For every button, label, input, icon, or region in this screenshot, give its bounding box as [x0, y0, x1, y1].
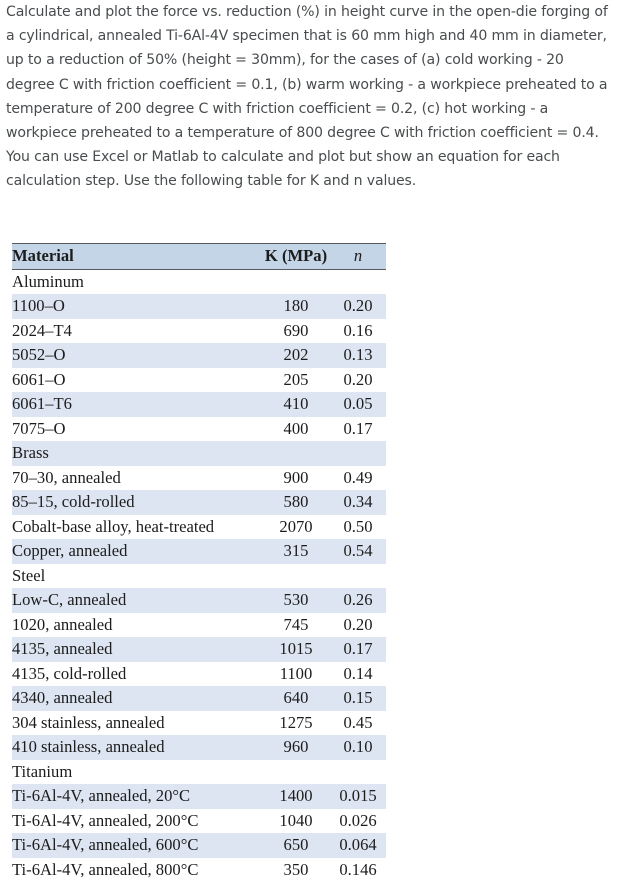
k-value: 1275 [262, 711, 330, 736]
material-name: 5052–O [12, 343, 262, 368]
group-label: Titanium [12, 760, 262, 785]
material-name: 2024–T4 [12, 319, 262, 344]
table-row [12, 711, 386, 736]
n-value: 0.015 [330, 784, 386, 809]
table-row [12, 490, 386, 515]
material-properties-table [12, 243, 386, 882]
table-row [12, 368, 386, 393]
material-name: Cobalt-base alloy, heat-treated [12, 515, 262, 540]
table-row [12, 809, 386, 834]
n-value: 0.54 [330, 539, 386, 564]
n-value: 0.50 [330, 515, 386, 540]
material-name: 410 stainless, annealed [12, 735, 262, 760]
table-row [12, 588, 386, 613]
k-value: 205 [262, 368, 330, 393]
table-row [12, 466, 386, 491]
k-value [262, 269, 330, 294]
group-label: Steel [12, 564, 262, 589]
k-value: 960 [262, 735, 330, 760]
material-name: 6061–O [12, 368, 262, 393]
material-name: 70–30, annealed [12, 466, 262, 491]
n-value: 0.20 [330, 613, 386, 638]
k-value: 350 [262, 858, 330, 882]
material-name: Low-C, annealed [12, 588, 262, 613]
table-row [12, 662, 386, 687]
n-value: 0.13 [330, 343, 386, 368]
n-value: 0.10 [330, 735, 386, 760]
table-row [12, 343, 386, 368]
n-value: 0.45 [330, 711, 386, 736]
material-name: 1020, annealed [12, 613, 262, 638]
table-row [12, 784, 386, 809]
question-text: Calculate and plot the force vs. reduction (%) in height curve in the open-die forging of a cylindrical, annealed Ti-6Al-4V specimen that is 60 mm high and 40 mm in diameter, up to a reduction of 50% (height = 30mm), for the cases of (a) cold working - 20 degree C with friction coefficient = 0.1, (b) warm working - a workpiece preheated to a temperature of 200 degree C with friction coefficient = 0.2, (c) hot working - a workpiece preheated to a temperature of 800 degree C with friction coefficient = 0.4. You can use Excel or Matlab to calculate and plot but show an equation for each calculation step. Use the following table for K and n values. [6, 0, 612, 194]
n-value: 0.16 [330, 319, 386, 344]
group-label: Brass [12, 441, 262, 466]
material-name: 4340, annealed [12, 686, 262, 711]
n-value: 0.26 [330, 588, 386, 613]
material-name: 1100–O [12, 294, 262, 319]
k-value: 1400 [262, 784, 330, 809]
material-name: 304 stainless, annealed [12, 711, 262, 736]
table-row [12, 686, 386, 711]
n-value [330, 269, 386, 294]
table-row-group [12, 269, 386, 294]
material-name: Ti-6Al-4V, annealed, 200°C [12, 809, 262, 834]
table-row [12, 392, 386, 417]
table-row [12, 319, 386, 344]
material-name: 6061–T6 [12, 392, 262, 417]
table-row-group [12, 760, 386, 785]
table-row [12, 613, 386, 638]
material-name: 4135, cold-rolled [12, 662, 262, 687]
table-row [12, 539, 386, 564]
material-name: 85–15, cold-rolled [12, 490, 262, 515]
table-row [12, 417, 386, 442]
n-value: 0.05 [330, 392, 386, 417]
table-row [12, 858, 386, 882]
table-row [12, 637, 386, 662]
table-row-group [12, 564, 386, 589]
k-value: 900 [262, 466, 330, 491]
n-value [330, 441, 386, 466]
k-value [262, 760, 330, 785]
table-row [12, 515, 386, 540]
n-value [330, 564, 386, 589]
k-value [262, 564, 330, 589]
k-value: 1040 [262, 809, 330, 834]
k-value: 315 [262, 539, 330, 564]
material-name: Ti-6Al-4V, annealed, 600°C [12, 833, 262, 858]
k-value: 400 [262, 417, 330, 442]
k-value: 580 [262, 490, 330, 515]
k-value: 690 [262, 319, 330, 344]
n-value: 0.17 [330, 417, 386, 442]
k-value: 410 [262, 392, 330, 417]
group-label: Aluminum [12, 269, 262, 294]
material-name: Ti-6Al-4V, annealed, 20°C [12, 784, 262, 809]
k-value: 180 [262, 294, 330, 319]
k-value: 1100 [262, 662, 330, 687]
k-value: 2070 [262, 515, 330, 540]
n-value: 0.026 [330, 809, 386, 834]
header-k: K (MPa) [262, 244, 330, 270]
n-value: 0.17 [330, 637, 386, 662]
table-header-row [12, 244, 386, 270]
k-value: 530 [262, 588, 330, 613]
n-value: 0.146 [330, 858, 386, 882]
n-value: 0.064 [330, 833, 386, 858]
material-name: 4135, annealed [12, 637, 262, 662]
n-value: 0.20 [330, 294, 386, 319]
material-name: Ti-6Al-4V, annealed, 800°C [12, 858, 262, 882]
k-value: 202 [262, 343, 330, 368]
n-value: 0.20 [330, 368, 386, 393]
k-value: 745 [262, 613, 330, 638]
k-value: 650 [262, 833, 330, 858]
n-value: 0.34 [330, 490, 386, 515]
material-name: 7075–O [12, 417, 262, 442]
n-value: 0.49 [330, 466, 386, 491]
material-name: Copper, annealed [12, 539, 262, 564]
n-value [330, 760, 386, 785]
table-row-group [12, 441, 386, 466]
table-row [12, 833, 386, 858]
header-n: n [330, 244, 386, 270]
k-value: 1015 [262, 637, 330, 662]
table-row [12, 735, 386, 760]
k-n-values-table [12, 243, 386, 882]
n-value: 0.15 [330, 686, 386, 711]
k-value [262, 441, 330, 466]
n-value: 0.14 [330, 662, 386, 687]
table-row [12, 294, 386, 319]
header-material: Material [12, 244, 262, 270]
k-value: 640 [262, 686, 330, 711]
